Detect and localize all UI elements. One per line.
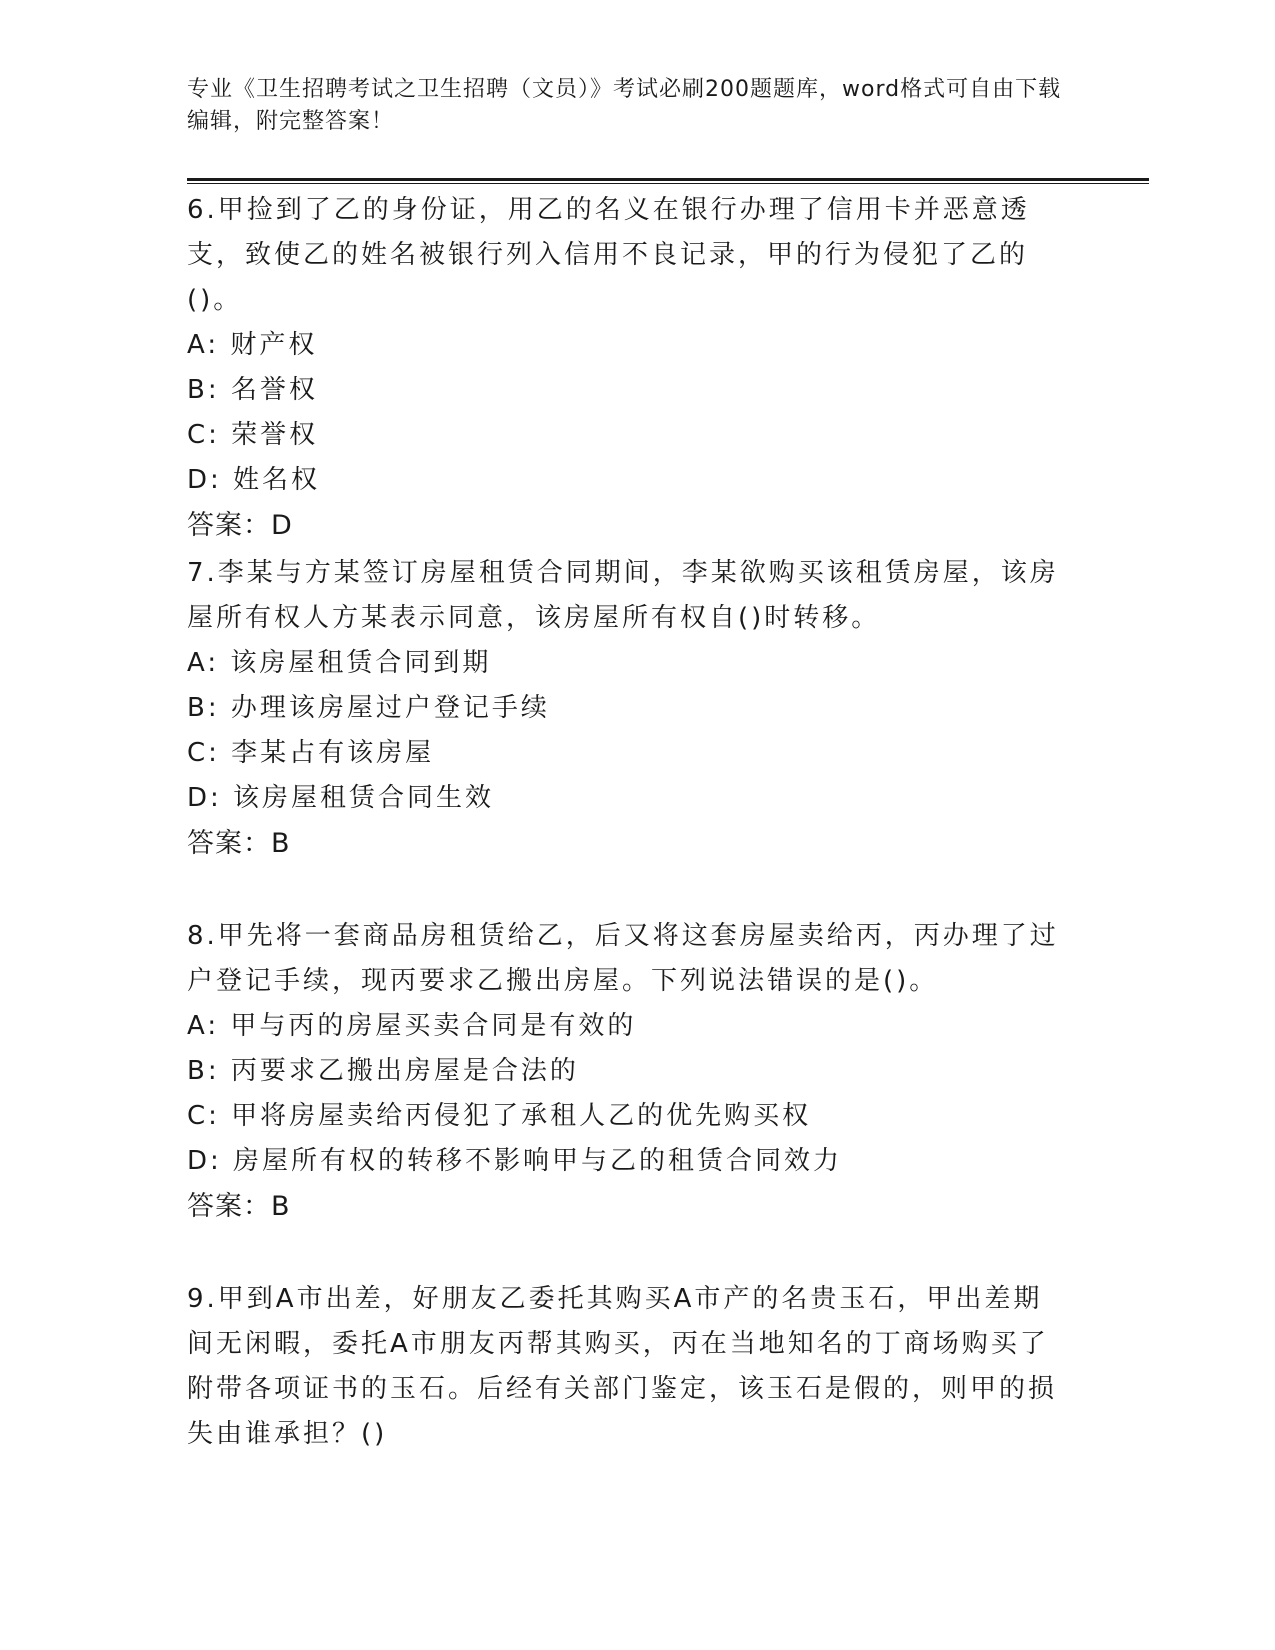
- option-a: A: 财产权: [187, 330, 318, 360]
- answer-line: 答案：B: [187, 1191, 291, 1222]
- question-8: [187, 914, 1067, 1229]
- option-c: C: 李某占有该房屋: [187, 738, 435, 768]
- question-stem: 8.甲先将一套商品房租赁给乙，后又将这套房屋卖给丙，丙办理了过户登记手续，现丙要求乙搬出房屋。下列说法错误的是()。: [187, 921, 1059, 996]
- header-divider-thin: [187, 183, 1149, 184]
- option-c: C: 甲将房屋卖给丙侵犯了承租人乙的优先购买权: [187, 1101, 812, 1131]
- option-b: B: 办理该房屋过户登记手续: [187, 693, 550, 723]
- question-7: [187, 551, 1067, 866]
- question-6: [187, 188, 1067, 548]
- option-b: B: 丙要求乙搬出房屋是合法的: [187, 1056, 579, 1086]
- question-9: [187, 1277, 1067, 1457]
- document-header: 专业《卫生招聘考试之卫生招聘（文员）》考试必刷200题题库，word格式可自由下载编辑，附完整答案！: [187, 77, 1062, 134]
- option-b: B: 名誉权: [187, 375, 318, 405]
- question-stem: 6.甲捡到了乙的身份证，用乙的名义在银行办理了信用卡并恶意透支，致使乙的姓名被银行列入信用不良记录，甲的行为侵犯了乙的()。: [187, 195, 1030, 315]
- option-d: D: 姓名权: [187, 465, 321, 495]
- answer-line: 答案：B: [187, 828, 291, 859]
- answer-line: 答案：D: [187, 510, 293, 541]
- header-divider-thick: [187, 178, 1149, 181]
- option-d: D: 房屋所有权的转移不影响甲与乙的租赁合同效力: [187, 1146, 843, 1176]
- option-d: D: 该房屋租赁合同生效: [187, 783, 495, 813]
- option-a: A: 该房屋租赁合同到期: [187, 648, 492, 678]
- question-stem: 7.李某与方某签订房屋租赁合同期间，李某欲购买该租赁房屋，该房屋所有权人方某表示同意，该房屋所有权自()时转移。: [187, 558, 1059, 633]
- option-a: A: 甲与丙的房屋买卖合同是有效的: [187, 1011, 637, 1041]
- question-stem: 9.甲到A市出差，好朋友乙委托其购买A市产的名贵玉石，甲出差期间无闲暇，委托A市朋友丙帮其购买，丙在当地知名的丁商场购买了附带各项证书的玉石。后经有关部门鉴定，该玉石是假的，则甲的损失由谁承担？(): [187, 1284, 1058, 1449]
- option-c: C: 荣誉权: [187, 420, 319, 450]
